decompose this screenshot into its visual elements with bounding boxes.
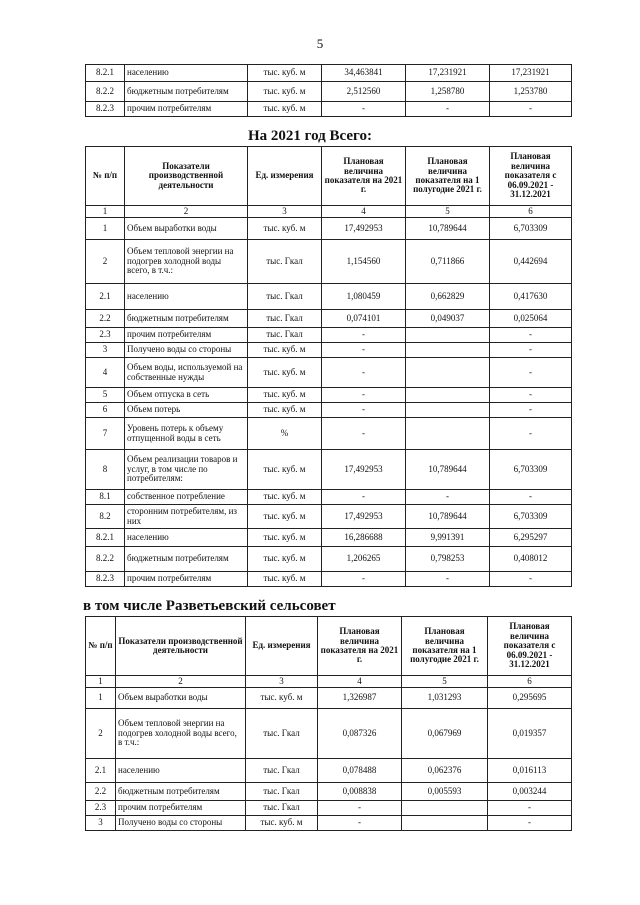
row-value-year: - xyxy=(322,358,406,388)
row-value-period: 0,025064 xyxy=(490,310,572,328)
header-unit: Ед. измерения xyxy=(248,147,322,206)
row-number: 2.3 xyxy=(86,801,116,816)
row-value-period: 0,003244 xyxy=(488,783,572,801)
row-number: 2.2 xyxy=(86,783,116,801)
row-unit: тыс. Гкал xyxy=(246,759,318,783)
row-value-period: - xyxy=(490,418,572,450)
table-row xyxy=(86,816,572,831)
row-unit: тыс. куб. м xyxy=(248,82,322,102)
row-value-year: 34,463841 xyxy=(322,65,406,82)
row-value-half: 1,031293 xyxy=(402,688,488,709)
row-unit: тыс. куб. м xyxy=(248,102,322,117)
header-num: № п/п xyxy=(86,617,116,676)
row-number: 3 xyxy=(86,343,125,358)
row-value-half: 1,258780 xyxy=(406,82,490,102)
row-value-half: 0,005593 xyxy=(402,783,488,801)
row-unit: тыс. Гкал xyxy=(248,328,322,343)
row-value-half: 0,067969 xyxy=(402,709,488,759)
row-label: населению xyxy=(125,529,248,547)
row-number: 8.2.3 xyxy=(86,102,125,117)
row-value-period: - xyxy=(490,358,572,388)
table-row xyxy=(86,328,572,343)
col-num-4: 4 xyxy=(318,676,402,688)
row-value-year: 1,206265 xyxy=(322,547,406,572)
row-value-half xyxy=(402,801,488,816)
row-value-half: 0,798253 xyxy=(406,547,490,572)
row-number: 2 xyxy=(86,240,125,284)
row-label: Получено воды со стороны xyxy=(116,816,246,831)
row-value-period: 0,408012 xyxy=(490,547,572,572)
row-unit: % xyxy=(248,418,322,450)
row-number: 2.1 xyxy=(86,284,125,310)
table-row xyxy=(86,82,572,102)
row-number: 8.2.3 xyxy=(86,572,125,587)
header-num: № п/п xyxy=(86,147,125,206)
row-number: 2.2 xyxy=(86,310,125,328)
col-num-3: 3 xyxy=(246,676,318,688)
row-label: Объем выработки воды xyxy=(125,218,248,240)
row-unit: тыс. куб. м xyxy=(248,388,322,403)
header-plan-year: Плановая величина показателя на 2021 г. xyxy=(322,147,406,206)
row-number: 5 xyxy=(86,388,125,403)
row-value-half xyxy=(406,343,490,358)
row-label: Уровень потерь к объему отпущенной воды в сеть xyxy=(125,418,248,450)
table-row xyxy=(86,388,572,403)
row-unit: тыс. Гкал xyxy=(246,709,318,759)
col-num-1: 1 xyxy=(86,676,116,688)
row-value-half: 0,662829 xyxy=(406,284,490,310)
row-value-year: - xyxy=(322,388,406,403)
row-value-year: 0,078488 xyxy=(318,759,402,783)
row-number: 8.2 xyxy=(86,505,125,529)
row-unit: тыс. куб. м xyxy=(248,358,322,388)
table-row xyxy=(86,529,572,547)
col-num-3: 3 xyxy=(248,206,322,218)
row-label: бюджетным потребителям xyxy=(125,547,248,572)
row-number: 8 xyxy=(86,450,125,490)
col-num-6: 6 xyxy=(490,206,572,218)
razvetyevsky-table xyxy=(85,616,572,831)
row-value-period: - xyxy=(490,403,572,418)
row-unit: тыс. куб. м xyxy=(248,547,322,572)
row-value-period: - xyxy=(490,490,572,505)
row-value-period: 0,019357 xyxy=(488,709,572,759)
header-name: Показатели производственной деятельности xyxy=(116,617,246,676)
row-label: бюджетным потребителям xyxy=(125,310,248,328)
row-label: прочим потребителям xyxy=(116,801,246,816)
col-num-1: 1 xyxy=(86,206,125,218)
row-label: собственное потребление xyxy=(125,490,248,505)
row-label: населению xyxy=(116,759,246,783)
row-value-period: - xyxy=(488,801,572,816)
row-value-year: 1,326987 xyxy=(318,688,402,709)
table-row xyxy=(86,102,572,117)
row-value-period: - xyxy=(488,816,572,831)
table-row xyxy=(86,783,572,801)
row-value-period: 6,703309 xyxy=(490,218,572,240)
row-value-year: - xyxy=(322,102,406,117)
row-value-period: 0,016113 xyxy=(488,759,572,783)
row-value-year: 0,008838 xyxy=(318,783,402,801)
row-value-period: - xyxy=(490,388,572,403)
row-value-year: 1,080459 xyxy=(322,284,406,310)
row-value-year: 16,286688 xyxy=(322,529,406,547)
row-number: 6 xyxy=(86,403,125,418)
row-label: сторонним потребителям, из них xyxy=(125,505,248,529)
table-row xyxy=(86,688,572,709)
table-row xyxy=(86,218,572,240)
row-value-half xyxy=(406,328,490,343)
header-plan-period: Плановая величина показателя с 06.09.2021 - 31.12.2021 xyxy=(490,147,572,206)
row-label: Объем потерь xyxy=(125,403,248,418)
row-label: Объем реализации товаров и услуг, в том числе по потребителям: xyxy=(125,450,248,490)
row-number: 7 xyxy=(86,418,125,450)
table-row xyxy=(86,310,572,328)
col-num-4: 4 xyxy=(322,206,406,218)
table-row xyxy=(86,450,572,490)
table-row xyxy=(86,547,572,572)
row-label: прочим потребителям xyxy=(125,102,248,117)
row-unit: тыс. куб. м xyxy=(248,572,322,587)
row-label: Получено воды со стороны xyxy=(125,343,248,358)
page-number: 5 xyxy=(316,36,324,51)
row-value-half: 0,049037 xyxy=(406,310,490,328)
table-row xyxy=(86,418,572,450)
row-value-year: - xyxy=(322,418,406,450)
row-value-period: - xyxy=(490,343,572,358)
row-number: 2.3 xyxy=(86,328,125,343)
table-row xyxy=(86,358,572,388)
row-value-half: 0,711866 xyxy=(406,240,490,284)
header-plan-year: Плановая величина показателя на 2021 г. xyxy=(318,617,402,676)
row-value-period: 6,295297 xyxy=(490,529,572,547)
row-unit: тыс. куб. м xyxy=(246,816,318,831)
table-row xyxy=(86,490,572,505)
row-label: Объем воды, используемой на собственные нужды xyxy=(125,358,248,388)
row-unit: тыс. куб. м xyxy=(248,505,322,529)
row-value-period: 6,703309 xyxy=(490,450,572,490)
row-value-half: 0,062376 xyxy=(402,759,488,783)
row-value-year: - xyxy=(322,572,406,587)
row-value-half: - xyxy=(406,572,490,587)
table-row xyxy=(86,284,572,310)
row-number: 1 xyxy=(86,218,125,240)
row-value-half: 9,991391 xyxy=(406,529,490,547)
table-row xyxy=(86,65,572,82)
row-value-period: 0,417630 xyxy=(490,284,572,310)
row-label: бюджетным потребителям xyxy=(125,82,248,102)
row-number: 8.2.1 xyxy=(86,529,125,547)
row-value-half xyxy=(406,358,490,388)
row-number: 8.2.2 xyxy=(86,82,125,102)
row-value-year: - xyxy=(322,343,406,358)
col-num-6: 6 xyxy=(488,676,572,688)
row-value-period: - xyxy=(490,328,572,343)
row-label: Объем выработки воды xyxy=(116,688,246,709)
row-label: населению xyxy=(125,65,248,82)
row-value-year: - xyxy=(322,403,406,418)
row-value-year: - xyxy=(318,801,402,816)
row-value-year: 2,512560 xyxy=(322,82,406,102)
row-value-period: 0,442694 xyxy=(490,240,572,284)
row-number: 1 xyxy=(86,688,116,709)
row-value-half: - xyxy=(406,490,490,505)
col-num-5: 5 xyxy=(406,206,490,218)
col-num-2: 2 xyxy=(125,206,248,218)
total-table xyxy=(85,146,572,587)
row-unit: тыс. Гкал xyxy=(248,284,322,310)
row-value-half xyxy=(406,388,490,403)
row-value-period: 6,703309 xyxy=(490,505,572,529)
table-row xyxy=(86,709,572,759)
row-value-half: 10,789644 xyxy=(406,450,490,490)
row-number: 8.2.2 xyxy=(86,547,125,572)
row-value-half: 10,789644 xyxy=(406,218,490,240)
col-num-5: 5 xyxy=(402,676,488,688)
row-label: населению xyxy=(125,284,248,310)
row-label: Объем отпуска в сеть xyxy=(125,388,248,403)
row-number: 2.1 xyxy=(86,759,116,783)
table-row xyxy=(86,505,572,529)
row-value-period: 0,295695 xyxy=(488,688,572,709)
row-value-half xyxy=(406,418,490,450)
row-unit: тыс. Гкал xyxy=(248,310,322,328)
header-plan-period: Плановая величина показателя с 06.09.2021 - 31.12.2021 xyxy=(488,617,572,676)
row-value-period: 17,231921 xyxy=(490,65,572,82)
table-row xyxy=(86,572,572,587)
row-label: прочим потребителям xyxy=(125,572,248,587)
table-row xyxy=(86,240,572,284)
row-unit: тыс. Гкал xyxy=(248,240,322,284)
header-name: Показатели производственной деятельности xyxy=(125,147,248,206)
row-value-year: - xyxy=(322,328,406,343)
section-heading-total: На 2021 год Всего: xyxy=(248,128,372,144)
row-value-half xyxy=(402,816,488,831)
row-number: 3 xyxy=(86,816,116,831)
row-unit: тыс. куб. м xyxy=(248,218,322,240)
row-value-year: 17,492953 xyxy=(322,218,406,240)
row-unit: тыс. куб. м xyxy=(248,403,322,418)
row-value-half: - xyxy=(406,102,490,117)
row-value-half: 17,231921 xyxy=(406,65,490,82)
table-row xyxy=(86,343,572,358)
row-value-period: - xyxy=(490,102,572,117)
header-plan-half: Плановая величина показателя на 1 полугодие 2021 г. xyxy=(406,147,490,206)
row-unit: тыс. куб. м xyxy=(248,343,322,358)
table-row xyxy=(86,403,572,418)
continuation-table xyxy=(85,64,572,117)
section-heading-razvetyevsky: в том числе Разветьевский сельсовет xyxy=(83,598,336,614)
row-value-year: 0,074101 xyxy=(322,310,406,328)
row-unit: тыс. куб. м xyxy=(246,688,318,709)
row-value-year: 0,087326 xyxy=(318,709,402,759)
row-unit: тыс. куб. м xyxy=(248,65,322,82)
row-number: 8.1 xyxy=(86,490,125,505)
row-value-half: 10,789644 xyxy=(406,505,490,529)
row-number: 4 xyxy=(86,358,125,388)
row-value-year: - xyxy=(322,490,406,505)
row-label: прочим потребителям xyxy=(125,328,248,343)
row-unit: тыс. куб. м xyxy=(248,529,322,547)
row-value-year: 1,154560 xyxy=(322,240,406,284)
row-value-half xyxy=(406,403,490,418)
row-label: бюджетным потребителям xyxy=(116,783,246,801)
row-value-year: 17,492953 xyxy=(322,450,406,490)
col-num-2: 2 xyxy=(116,676,246,688)
row-unit: тыс. Гкал xyxy=(246,801,318,816)
row-unit: тыс. куб. м xyxy=(248,490,322,505)
row-value-year: 17,492953 xyxy=(322,505,406,529)
row-value-period: 1,253780 xyxy=(490,82,572,102)
row-unit: тыс. куб. м xyxy=(248,450,322,490)
table-row xyxy=(86,801,572,816)
row-unit: тыс. Гкал xyxy=(246,783,318,801)
row-label: Объем тепловой энергии на подогрев холодной воды всего, в т.ч.: xyxy=(125,240,248,284)
row-value-period: - xyxy=(490,572,572,587)
row-number: 8.2.1 xyxy=(86,65,125,82)
header-plan-half: Плановая величина показателя на 1 полугодие 2021 г. xyxy=(402,617,488,676)
row-value-year: - xyxy=(318,816,402,831)
table-row xyxy=(86,759,572,783)
row-number: 2 xyxy=(86,709,116,759)
header-unit: Ед. измерения xyxy=(246,617,318,676)
row-label: Объем тепловой энергии на подогрев холодной воды всего, в т.ч.: xyxy=(116,709,246,759)
